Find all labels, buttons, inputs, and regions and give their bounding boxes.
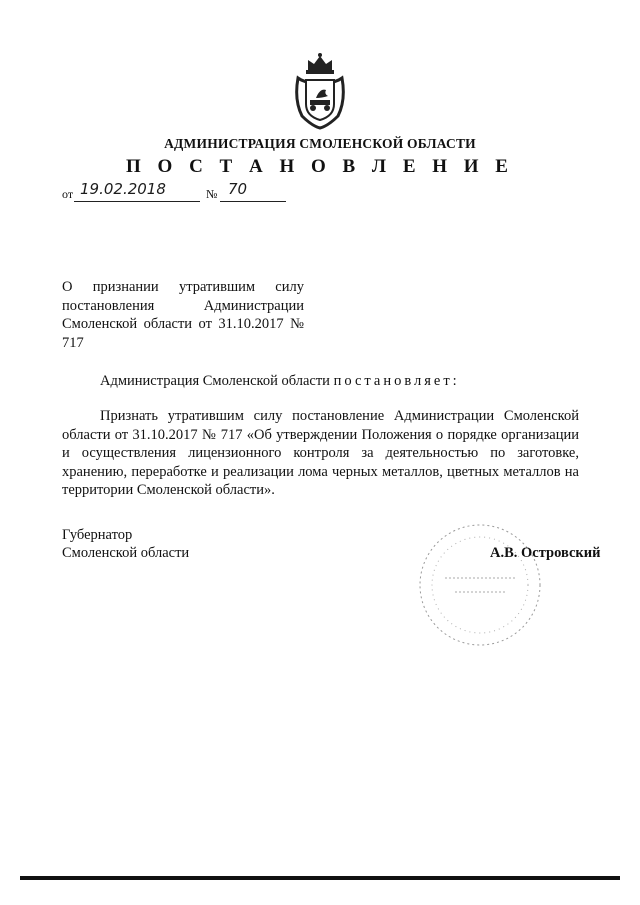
number-label: № — [206, 187, 218, 201]
intro-prefix: Администрация Смоленской области — [100, 373, 330, 389]
number-handwritten: 70 — [228, 180, 248, 198]
number-underline — [220, 201, 286, 202]
date-label: от — [62, 187, 74, 201]
signatory-position-line2: Смоленской области — [62, 545, 190, 561]
signatory-position-line1: Губернатор — [62, 527, 133, 543]
signatory-name: А.В. Островский — [490, 545, 601, 561]
date-handwritten: 19.02.2018 — [80, 180, 166, 198]
coat-of-arms-emblem — [290, 50, 350, 130]
organization-title: АДМИНИСТРАЦИЯ СМОЛЕНСКОЙ ОБЛАСТИ — [164, 136, 476, 151]
intro-verb: постановляет: — [333, 373, 460, 389]
document-subject: О признании утратившим силу постановления Администрации Смоленской области от 31.10.2017 № 717 — [62, 279, 304, 351]
official-stamp — [415, 520, 545, 650]
date-underline — [74, 201, 200, 202]
intro-line — [100, 373, 460, 390]
body-paragraph: Признать утратившим силу постановление Администрации Смоленской области от 31.10.2017 № 717 «Об утверждении Положения о порядке организации и осуществления лицензионного контроля за деятельностью по заготовке, хранению, переработке и реализации лома черных металлов, цветных металлов на территории Смоленской области». — [62, 408, 579, 498]
bottom-scan-edge — [20, 876, 620, 880]
document-type-title: П О С Т А Н О В Л Е Н И Е — [126, 156, 514, 177]
